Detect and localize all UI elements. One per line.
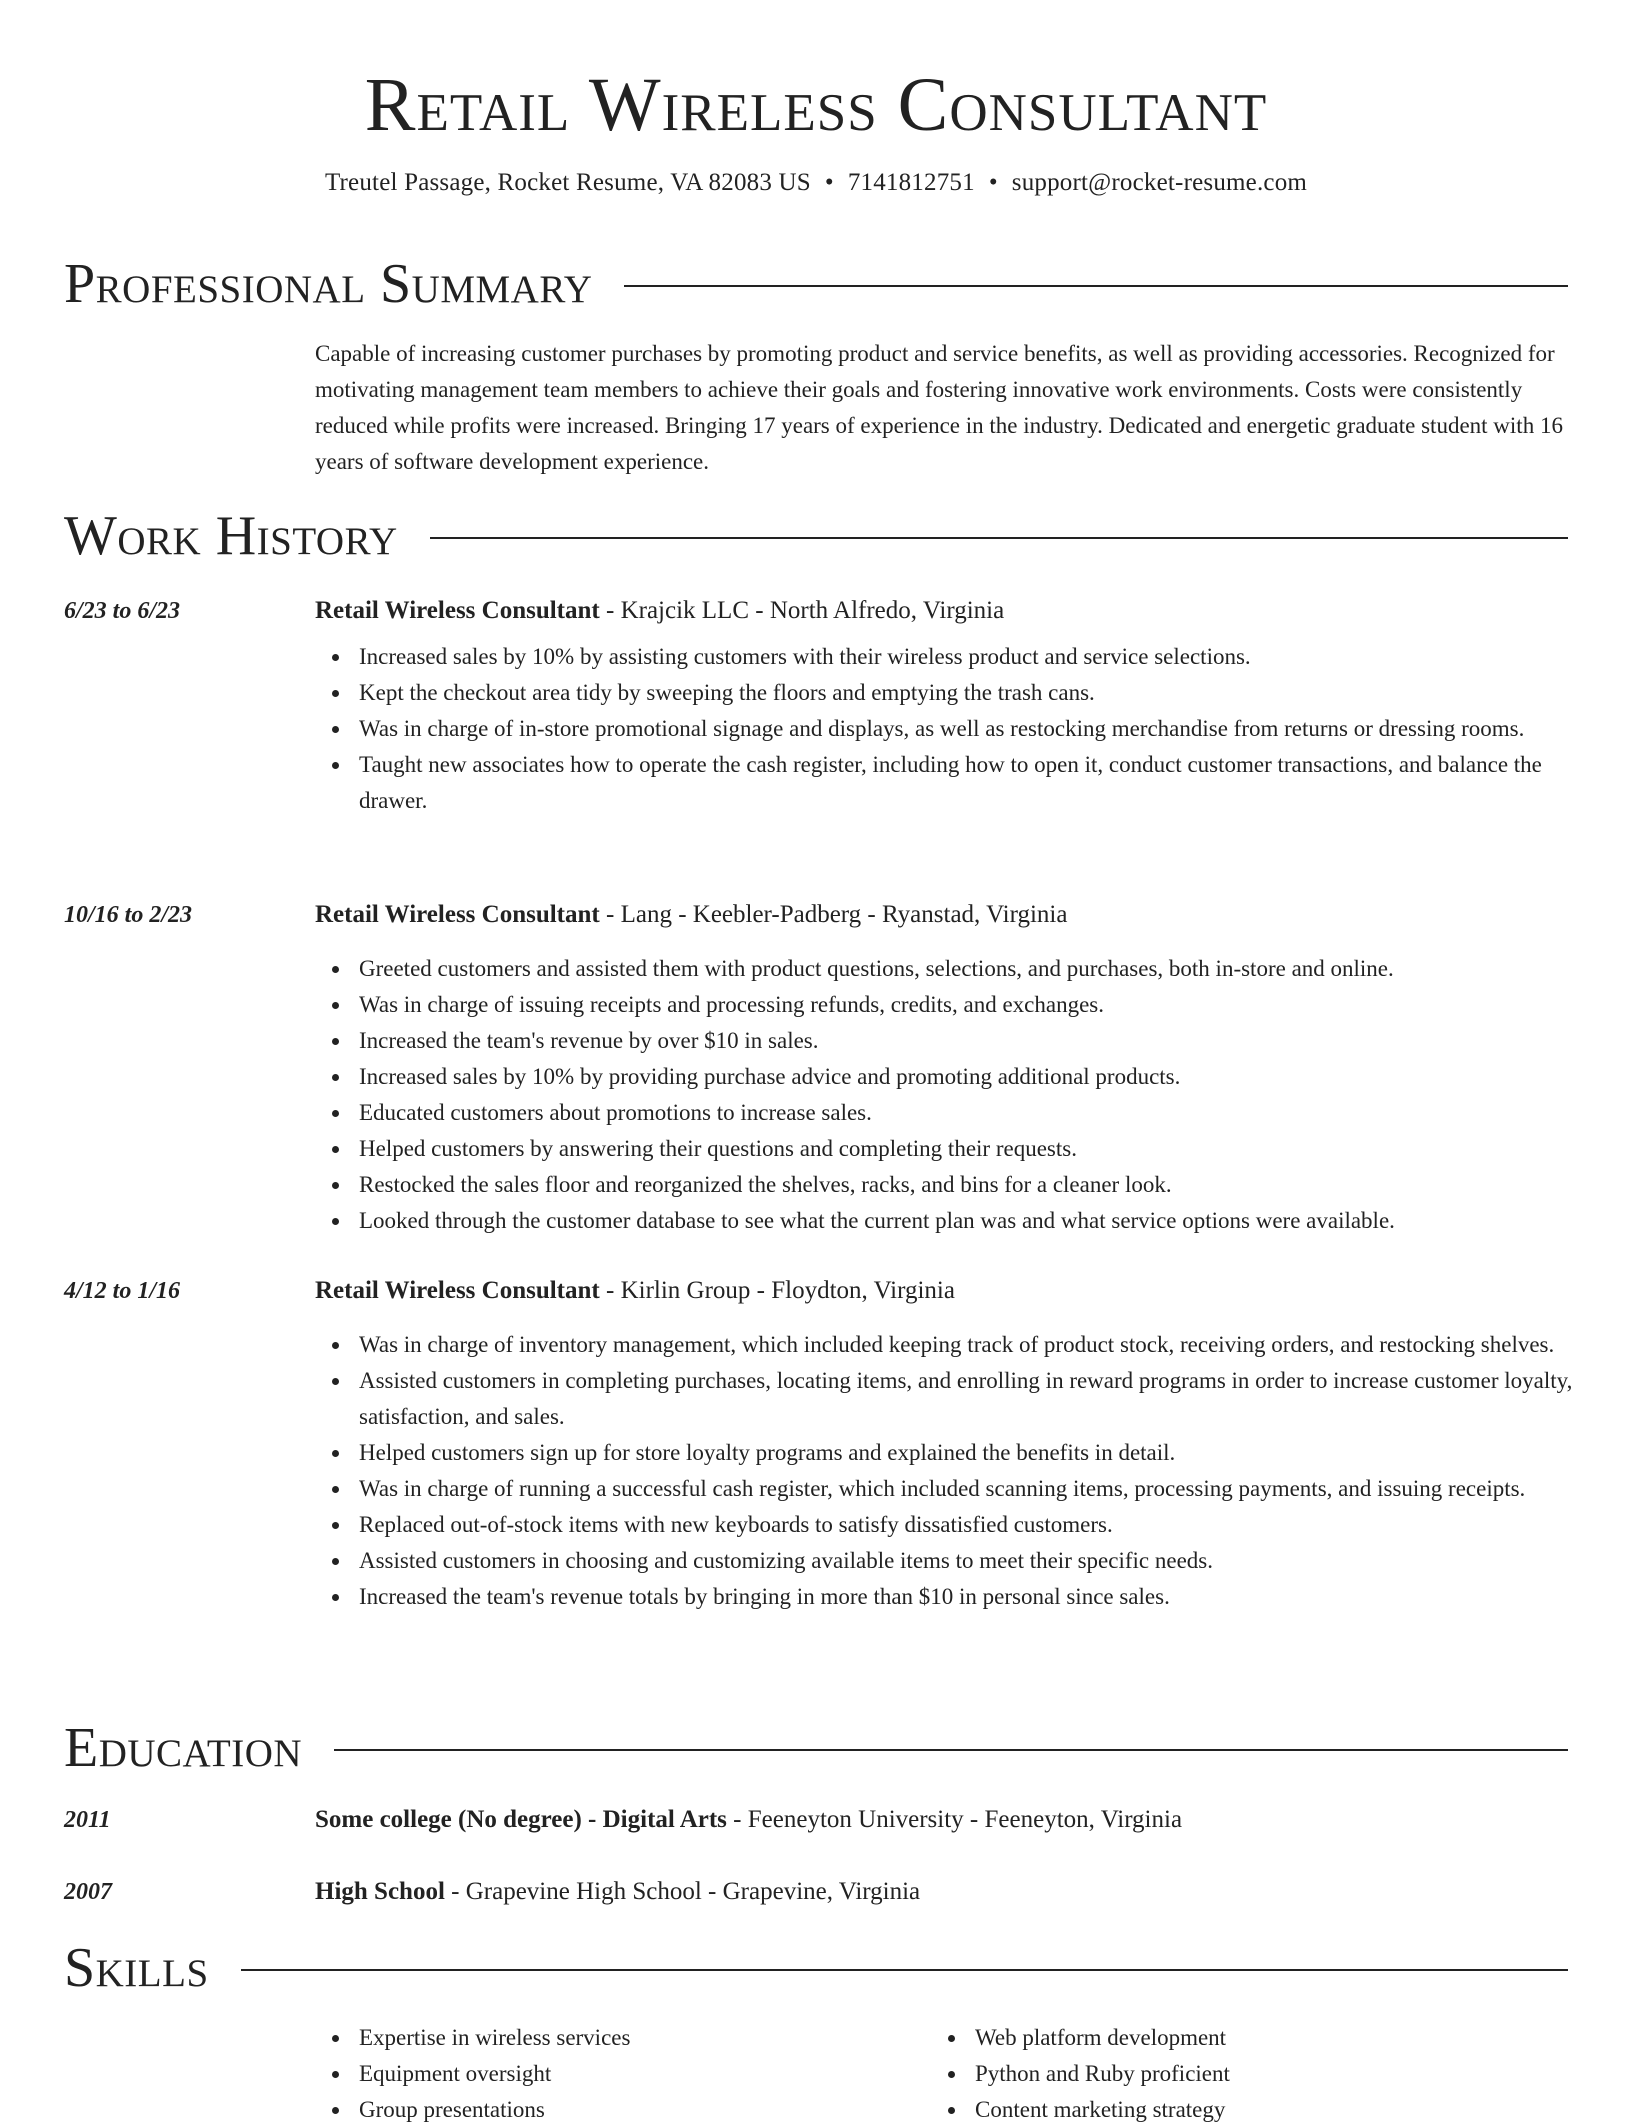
section-header-summary xyxy=(64,252,1568,316)
job-bullet: Assisted customers in completing purchases, locating items, and enrolling in reward programs in order to increase customer loyalty, satisfaction, and sales. xyxy=(359,1363,1612,1435)
job-bullet: Taught new associates how to operate the cash register, including how to open it, conduct customer transactions, and balance the drawer. xyxy=(359,747,1612,819)
job-dates: 4/12 to 1/16 xyxy=(64,1278,181,1304)
education-year: 2007 xyxy=(64,1879,112,1905)
contact-line xyxy=(64,166,1568,200)
section-title-education: Education xyxy=(64,1717,303,1779)
job-bullets xyxy=(315,951,1612,1239)
job-bullet: Replaced out-of-stock items with new keyboards to satisfy dissatisfied customers. xyxy=(359,1507,1612,1543)
job-bullet: Greeted customers and assisted them with product questions, selections, and purchases, both in-store and online. xyxy=(359,951,1612,987)
education-details: - Grapevine High School - Grapevine, Virginia xyxy=(444,1878,921,1905)
job-bullet: Was in charge of issuing receipts and processing refunds, credits, and exchanges. xyxy=(359,987,1612,1023)
section-rule xyxy=(430,537,1568,539)
education-degree: High School xyxy=(315,1878,445,1905)
skill-item: Group presentations xyxy=(359,2092,630,2128)
job-bullet: Increased the team's revenue by over $10 in sales. xyxy=(359,1023,1612,1059)
section-title-summary: Professional Summary xyxy=(64,253,593,315)
job-bullet: Was in charge of in-store promotional signage and displays, as well as restocking merchandise from returns or dressing rooms. xyxy=(359,711,1612,747)
section-rule xyxy=(624,285,1568,287)
job-title: Retail Wireless Consultant xyxy=(315,1277,600,1304)
section-header-skills xyxy=(64,1936,1568,2000)
job-details: - Kirlin Group - Floydton, Virginia xyxy=(599,1277,955,1304)
job-details: - Krajcik LLC - North Alfredo, Virginia xyxy=(599,597,1005,624)
education-line xyxy=(315,1874,1568,1910)
skill-item: Equipment oversight xyxy=(359,2056,630,2092)
skill-item: Expertise in wireless services xyxy=(359,2020,630,2056)
contact-address: Treutel Passage, Rocket Resume, VA 82083 US xyxy=(324,169,811,196)
summary-text: Capable of increasing customer purchases by promoting product and service benefits, as well as providing accessories. Recognized for motivating management team members to achieve their goals and fostering innovative work environments. Costs were consistently reduced while profits were increased. Bringing 17 years of experience in the industry. Dedicated and energetic graduate student with 16 years of software development experience. xyxy=(315,341,1563,474)
job-title: Retail Wireless Consultant xyxy=(315,901,600,928)
contact-phone: 7141812751 xyxy=(847,169,975,196)
contact-separator: • xyxy=(824,169,834,196)
contact-email: support@rocket-resume.com xyxy=(1011,169,1308,196)
job-bullet: Helped customers by answering their questions and completing their requests. xyxy=(359,1131,1612,1167)
job-bullet: Helped customers sign up for store loyalty programs and explained the benefits in detail. xyxy=(359,1435,1612,1471)
job-bullet: Kept the checkout area tidy by sweeping the floors and emptying the trash cans. xyxy=(359,675,1612,711)
education-year: 2011 xyxy=(64,1807,111,1833)
job-bullet: Assisted customers in choosing and customizing available items to meet their specific needs. xyxy=(359,1543,1612,1579)
section-title-work-history: Work History xyxy=(64,505,398,567)
job-bullet: Looked through the customer database to see what the current plan was and what service options were available. xyxy=(359,1203,1612,1239)
job-details: - Lang - Keebler-Padberg - Ryanstad, Virginia xyxy=(599,901,1068,928)
job-title-line xyxy=(315,593,1568,629)
job-dates: 6/23 to 6/23 xyxy=(64,598,181,624)
education-line xyxy=(315,1802,1568,1838)
job-dates: 10/16 to 2/23 xyxy=(64,902,193,928)
skill-item: Content marketing strategy xyxy=(975,2092,1230,2128)
job-title: Retail Wireless Consultant xyxy=(315,597,600,624)
job-bullet: Increased the team's revenue totals by bringing in more than $10 in personal since sales. xyxy=(359,1579,1612,1615)
job-bullet: Increased sales by 10% by providing purchase advice and promoting additional products. xyxy=(359,1059,1612,1095)
resume-name: Retail Wireless Consultant xyxy=(364,63,1268,147)
education-degree: Some college (No degree) - Digital Arts xyxy=(315,1806,727,1833)
job-title-line xyxy=(315,897,1568,933)
skill-item: Python and Ruby proficient xyxy=(975,2056,1230,2092)
job-bullet: Restocked the sales floor and reorganized the shelves, racks, and bins for a cleaner look. xyxy=(359,1167,1612,1203)
section-title-skills: Skills xyxy=(64,1937,209,1999)
section-rule xyxy=(241,1969,1568,1971)
resume-page xyxy=(64,0,1573,2122)
job-bullet: Was in charge of running a successful cash register, which included scanning items, processing payments, and issuing receipts. xyxy=(359,1471,1612,1507)
job-bullet: Was in charge of inventory management, which included keeping track of product stock, receiving orders, and restocking shelves. xyxy=(359,1327,1612,1363)
contact-separator: • xyxy=(988,169,998,196)
skill-item: Web platform development xyxy=(975,2020,1230,2056)
job-bullet: Increased sales by 10% by assisting customers with their wireless product and service selections. xyxy=(359,639,1612,675)
job-title-line xyxy=(315,1273,1568,1309)
education-details: - Feeneyton University - Feeneyton, Virginia xyxy=(726,1806,1183,1833)
section-header-work-history xyxy=(64,504,1568,568)
job-bullets xyxy=(315,1327,1612,1615)
section-rule xyxy=(334,1749,1568,1751)
section-header-education xyxy=(64,1716,1568,1780)
job-bullets xyxy=(315,639,1612,819)
job-bullet: Educated customers about promotions to increase sales. xyxy=(359,1095,1612,1131)
